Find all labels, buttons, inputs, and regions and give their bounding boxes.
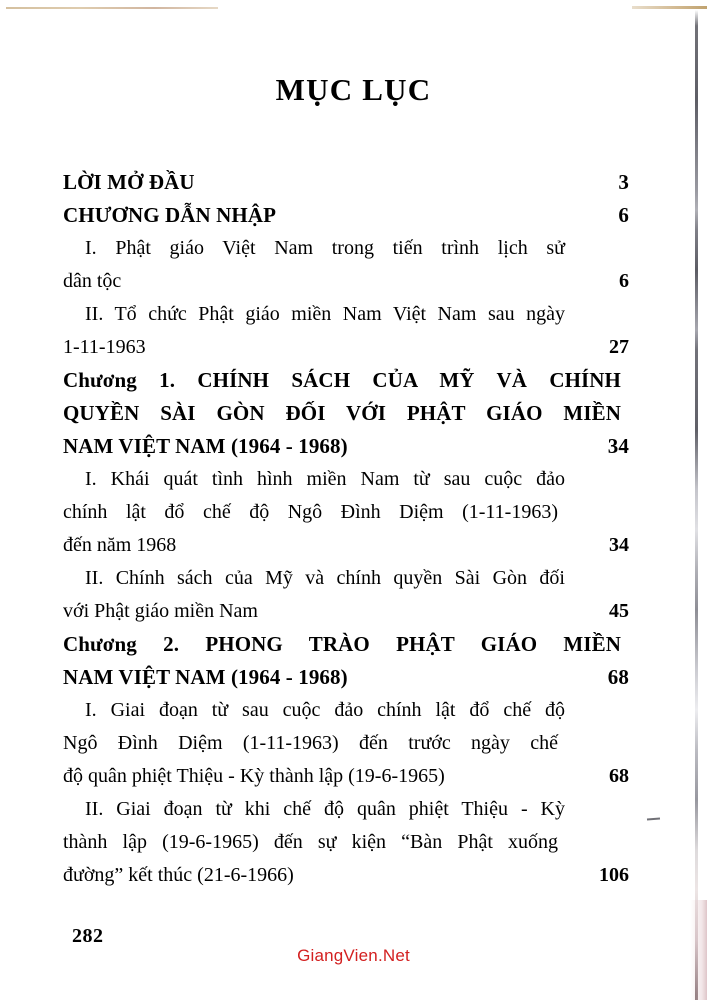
toc-entry-line: NAM VIỆT NAM (1964 - 1968) 68 <box>63 661 621 694</box>
toc-entry-line: đường” kết thúc (21-6-1966) 106 <box>63 859 621 892</box>
toc-entry-text <box>63 562 629 628</box>
toc-entry[interactable] <box>63 166 629 199</box>
toc-entry-text <box>63 232 629 298</box>
toc-entry-line: I. Giai đoạn từ sau cuộc đảo chính lật đổ chế độ <box>85 699 565 721</box>
toc-entry[interactable] <box>63 232 629 298</box>
toc-page-number: 34 <box>607 434 629 458</box>
scan-edge-artifact-top-left <box>6 7 218 9</box>
scan-edge-artifact-top-right <box>632 6 707 9</box>
toc-page-number: 3 <box>618 170 629 194</box>
toc-page-number: 34 <box>609 534 629 556</box>
toc-entry-line: thành lập (19-6-1965) đến sự kiện “Bàn Phật xuống <box>63 831 558 853</box>
scan-edge-artifact-right <box>695 10 698 1000</box>
toc-entry-text <box>63 793 629 892</box>
page-title: MỤC LỤC <box>275 72 432 107</box>
toc-entry[interactable] <box>63 628 629 694</box>
toc-entry-line: độ quân phiệt Thiệu - Kỳ thành lập (19-6-1965) 68 <box>63 760 621 793</box>
page-folio-number: 282 <box>72 925 104 947</box>
toc-entry-line: Ngô Đình Diệm (1-11-1963) đến trước ngày chế <box>63 732 558 754</box>
toc-entry-line: với Phật giáo miền Nam 45 <box>63 595 621 628</box>
toc-entry-line: CHƯƠNG DẪN NHẬP 6 <box>63 199 621 232</box>
toc-entry-line: 1-11-1963 27 <box>63 331 621 364</box>
toc-entry[interactable] <box>63 793 629 892</box>
toc-entry-line: đến năm 1968 34 <box>63 529 621 562</box>
toc-entry-line: I. Phật giáo Việt Nam trong tiến trình lịch sử <box>85 237 565 259</box>
toc-entry-line: II. Chính sách của Mỹ và chính quyền Sài Gòn đối <box>85 567 565 589</box>
toc-entry-line: II. Giai đoạn từ khi chế độ quân phiệt Thiệu - Kỳ <box>85 798 565 820</box>
toc-entry-line: chính lật đổ chế độ Ngô Đình Diệm (1-11-1963) <box>63 501 558 523</box>
toc-entry-line: QUYỀN SÀI GÒN ĐỐI VỚI PHẬT GIÁO MIỀN <box>63 401 621 425</box>
toc-entry-line: II. Tổ chức Phật giáo miền Nam Việt Nam sau ngày <box>85 303 565 325</box>
toc-entry-text <box>63 628 629 694</box>
toc-entry-line: I. Khái quát tình hình miền Nam từ sau cuộc đảo <box>85 468 565 490</box>
toc-entry-text <box>63 166 629 199</box>
toc-entry-line: dân tộc 6 <box>63 265 621 298</box>
watermark-giangvien: GiangVien.Net <box>297 946 410 965</box>
scan-speck-artifact <box>647 818 660 821</box>
toc-entry-line: Chương 2. PHONG TRÀO PHẬT GIÁO MIỀN <box>63 632 621 656</box>
toc-page-number: 6 <box>618 203 629 227</box>
toc-entry[interactable] <box>63 562 629 628</box>
toc-page-number: 27 <box>609 336 629 358</box>
toc-page-number: 6 <box>619 270 629 292</box>
toc-entry-text <box>63 364 629 463</box>
toc-page-number: 106 <box>599 864 629 886</box>
toc-entry-text <box>63 298 629 364</box>
toc-entry-line: Chương 1. CHÍNH SÁCH CỦA MỸ VÀ CHÍNH <box>63 368 621 392</box>
toc-entry[interactable] <box>63 199 629 232</box>
toc-entry-text <box>63 199 629 232</box>
toc-entry[interactable] <box>63 364 629 463</box>
toc-page-number: 45 <box>609 600 629 622</box>
toc-entry-text <box>63 463 629 562</box>
toc-page-number: 68 <box>607 665 629 689</box>
toc-entry-line: NAM VIỆT NAM (1964 - 1968) 34 <box>63 430 621 463</box>
table-of-contents <box>63 166 629 892</box>
toc-entry[interactable] <box>63 463 629 562</box>
toc-page-number: 68 <box>609 765 629 787</box>
toc-entry[interactable] <box>63 298 629 364</box>
toc-entry-text <box>63 694 629 793</box>
toc-entry[interactable] <box>63 694 629 793</box>
toc-entry-line: LỜI MỞ ĐẦU 3 <box>63 166 621 199</box>
